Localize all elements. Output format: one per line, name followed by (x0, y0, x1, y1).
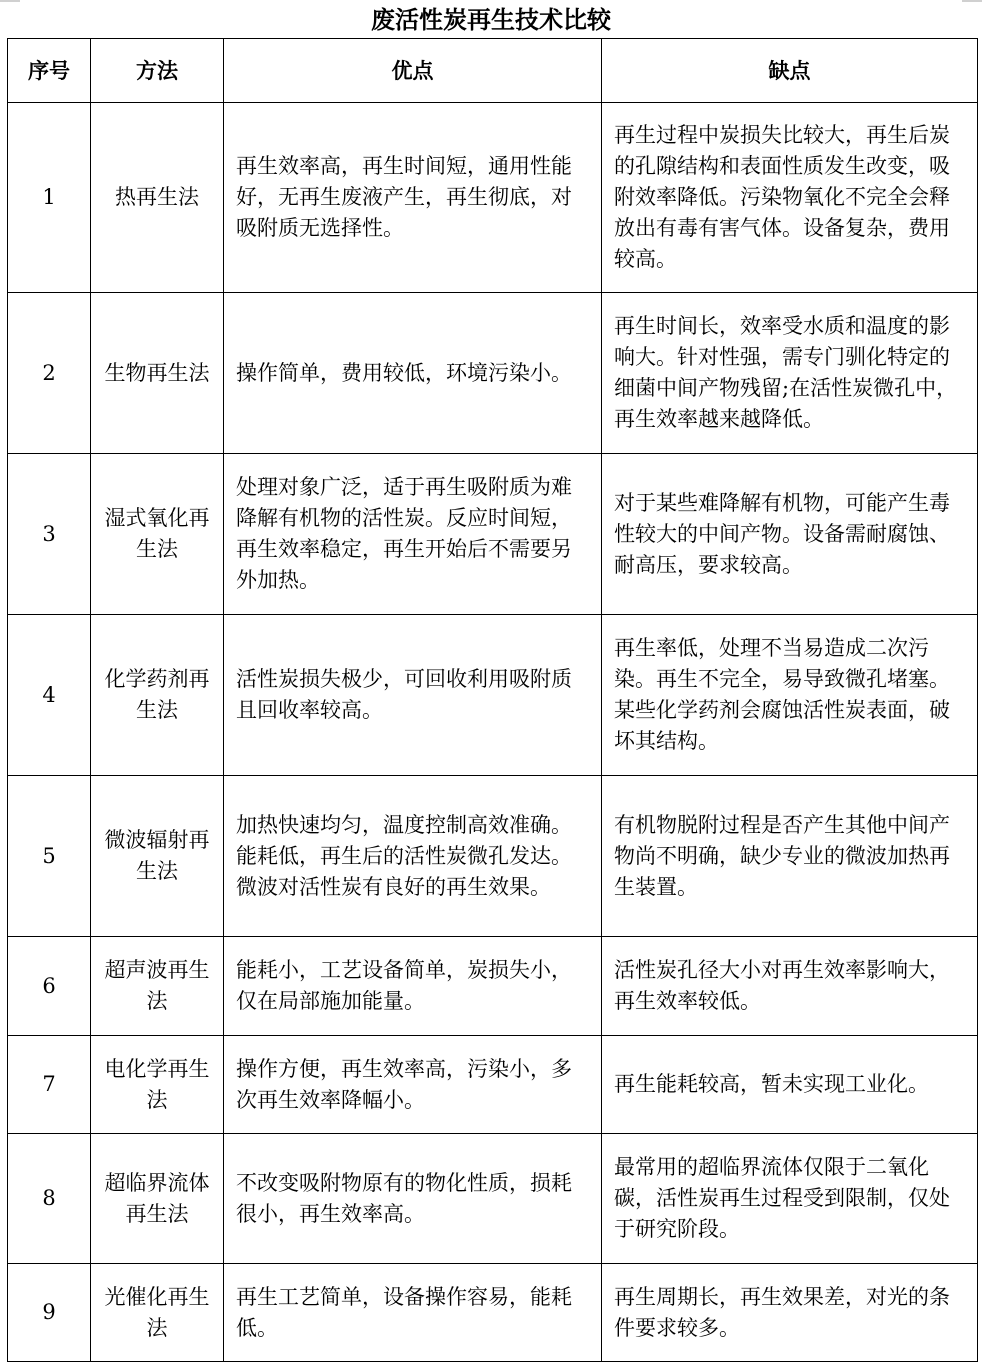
row-method: 化学药剂再生法 (91, 615, 224, 776)
row-advantages: 能耗小，工艺设备简单，炭损失小，仅在局部施加能量。 (224, 937, 602, 1036)
row-num: 7 (8, 1036, 91, 1134)
row-disadvantages: 有机物脱附过程是否产生其他中间产物尚不明确，缺少专业的微波加热再生装置。 (602, 776, 978, 937)
header-method: 方法 (91, 39, 224, 103)
table-row (8, 1264, 978, 1362)
table-row (8, 1036, 978, 1134)
table-row (8, 103, 978, 293)
row-advantages: 活性炭损失极少，可回收利用吸附质且回收率较高。 (224, 615, 602, 776)
header-advantages: 优点 (224, 39, 602, 103)
corner-mark-right (962, 0, 982, 2)
page-title: 废活性炭再生技术比较 (371, 5, 611, 34)
row-method: 超临界流体再生法 (91, 1134, 224, 1264)
row-method: 超声波再生法 (91, 937, 224, 1036)
row-advantages: 再生效率高，再生时间短，通用性能好，无再生废液产生，再生彻底，对吸附质无选择性。 (224, 103, 602, 293)
row-disadvantages: 再生率低，处理不当易造成二次污染。再生不完全，易导致微孔堵塞。某些化学药剂会腐蚀活性炭表面，破坏其结构。 (602, 615, 978, 776)
table-row (8, 937, 978, 1036)
row-advantages: 加热快速均匀，温度控制高效准确。能耗低，再生后的活性炭微孔发达。微波对活性炭有良好的再生效果。 (224, 776, 602, 937)
row-num: 1 (8, 103, 91, 293)
row-method: 光催化再生法 (91, 1264, 224, 1362)
row-disadvantages: 再生周期长，再生效果差，对光的条件要求较多。 (602, 1264, 978, 1362)
row-disadvantages: 活性炭孔径大小对再生效率影响大，再生效率较低。 (602, 937, 978, 1036)
row-method: 生物再生法 (91, 293, 224, 454)
table-row (8, 1134, 978, 1264)
row-method: 微波辐射再生法 (91, 776, 224, 937)
table-row (8, 615, 978, 776)
row-num: 8 (8, 1134, 91, 1264)
row-disadvantages: 再生能耗较高，暂未实现工业化。 (602, 1036, 978, 1134)
row-advantages: 处理对象广泛，适于再生吸附质为难降解有机物的活性炭。反应时间短，再生效率稳定，再生开始后不需要另外加热。 (224, 454, 602, 615)
row-num: 5 (8, 776, 91, 937)
row-advantages: 再生工艺简单，设备操作容易，能耗低。 (224, 1264, 602, 1362)
row-num: 9 (8, 1264, 91, 1362)
row-disadvantages: 再生时间长，效率受水质和温度的影响大。针对性强，需专门驯化特定的细菌中间产物残留;在活性炭微孔中，再生效率越来越降低。 (602, 293, 978, 454)
row-num: 3 (8, 454, 91, 615)
header-disadvantages: 缺点 (602, 39, 978, 103)
row-advantages: 操作简单，费用较低，环境污染小。 (224, 293, 602, 454)
row-num: 4 (8, 615, 91, 776)
comparison-table (7, 38, 978, 1362)
row-num: 6 (8, 937, 91, 1036)
corner-mark-left (0, 0, 20, 2)
row-num: 2 (8, 293, 91, 454)
row-method: 湿式氧化再生法 (91, 454, 224, 615)
row-advantages: 操作方便，再生效率高，污染小，多次再生效率降幅小。 (224, 1036, 602, 1134)
row-method: 电化学再生法 (91, 1036, 224, 1134)
table-header-row (8, 39, 978, 103)
table-row (8, 293, 978, 454)
row-disadvantages: 对于某些难降解有机物，可能产生毒性较大的中间产物。设备需耐腐蚀、耐高压，要求较高。 (602, 454, 978, 615)
row-method: 热再生法 (91, 103, 224, 293)
row-advantages: 不改变吸附物原有的物化性质，损耗很小，再生效率高。 (224, 1134, 602, 1264)
table-row (8, 454, 978, 615)
table-row (8, 776, 978, 937)
row-disadvantages: 再生过程中炭损失比较大，再生后炭的孔隙结构和表面性质发生改变，吸附效率降低。污染物氧化不完全会释放出有毒有害气体。设备复杂，费用较高。 (602, 103, 978, 293)
header-num: 序号 (8, 39, 91, 103)
row-disadvantages: 最常用的超临界流体仅限于二氧化碳，活性炭再生过程受到限制，仅处于研究阶段。 (602, 1134, 978, 1264)
